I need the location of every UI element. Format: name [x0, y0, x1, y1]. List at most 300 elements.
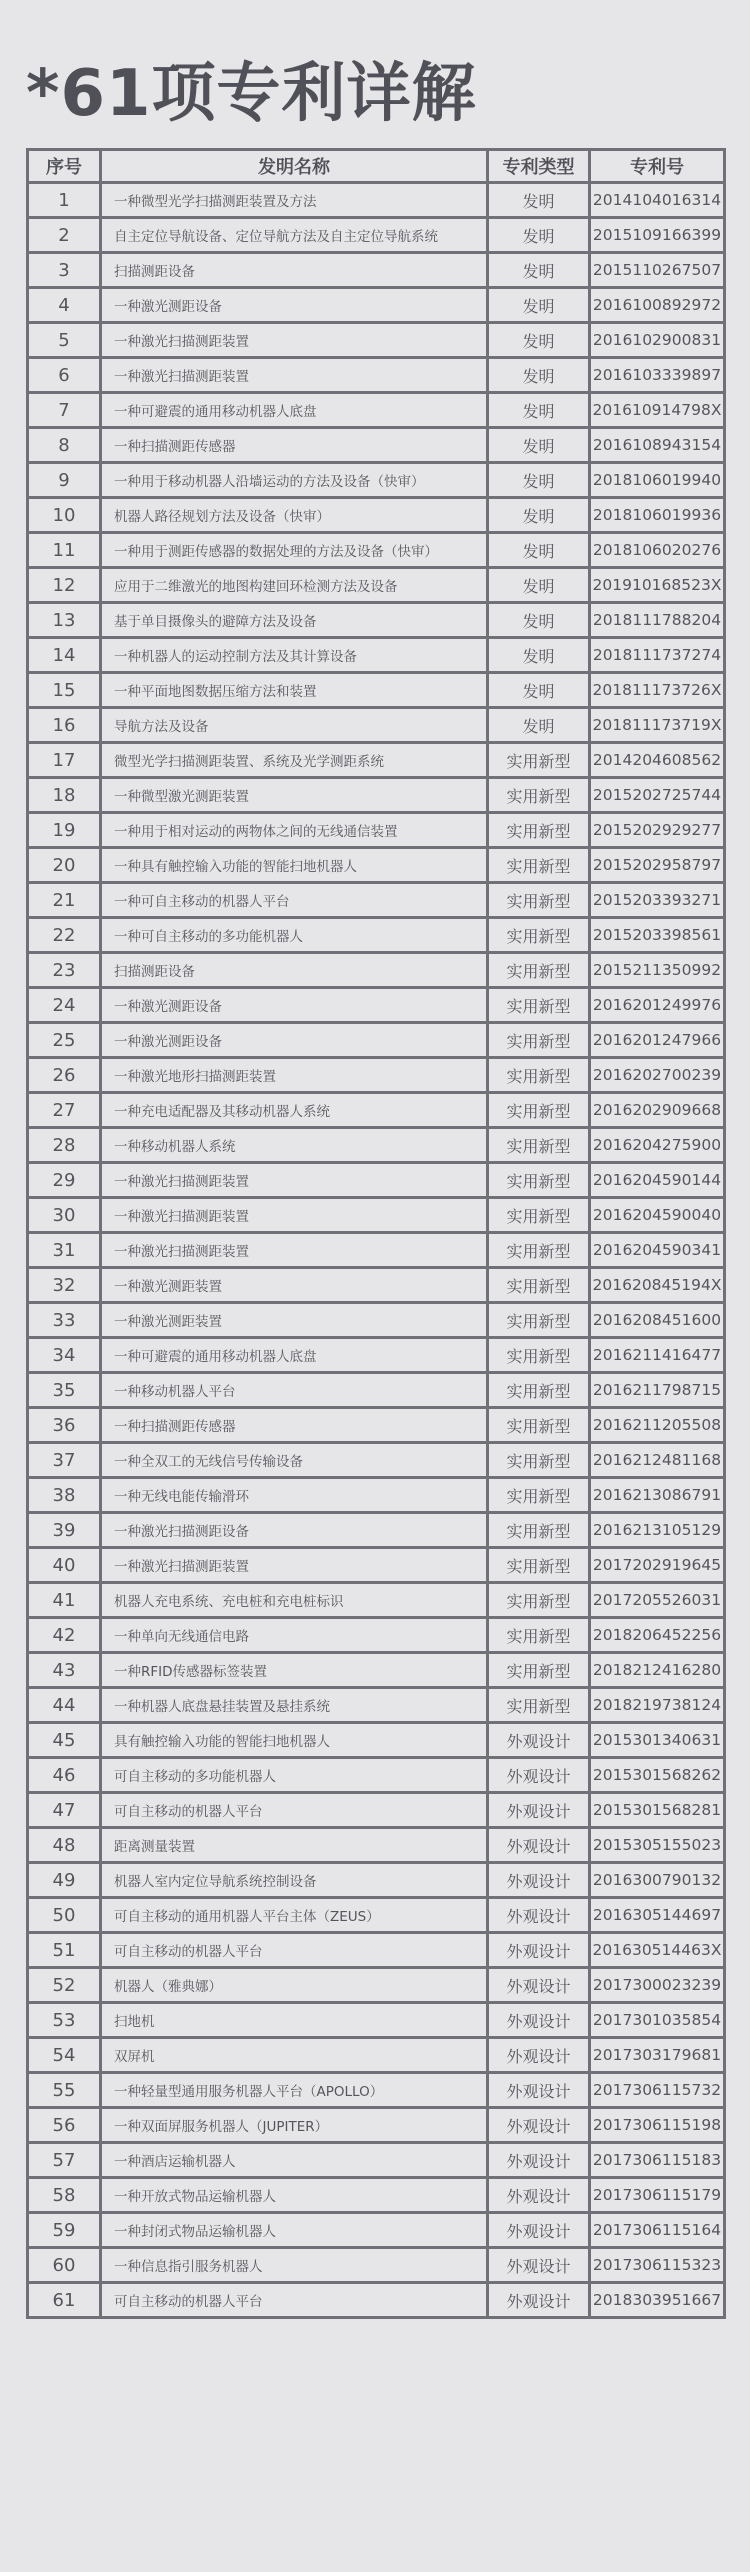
row-patent-name: 一种信息指引服务机器人	[101, 2248, 488, 2283]
row-index: 38	[28, 1478, 101, 1513]
row-patent-number: 2016103339897	[590, 358, 725, 393]
row-patent-type: 发明	[488, 393, 590, 428]
row-index: 55	[28, 2073, 101, 2108]
row-patent-name: 一种激光扫描测距装置	[101, 1233, 488, 1268]
table-row	[28, 428, 725, 463]
table-row	[28, 1583, 725, 1618]
row-index: 36	[28, 1408, 101, 1443]
table-row	[28, 1758, 725, 1793]
row-patent-type: 实用新型	[488, 1198, 590, 1233]
row-patent-type: 实用新型	[488, 1548, 590, 1583]
row-index: 11	[28, 533, 101, 568]
table-row	[28, 498, 725, 533]
row-index: 33	[28, 1303, 101, 1338]
table-row	[28, 2108, 725, 2143]
row-patent-number: 2015203398561	[590, 918, 725, 953]
row-index: 9	[28, 463, 101, 498]
row-patent-number: 2015301340631	[590, 1723, 725, 1758]
row-patent-name: 一种微型激光测距装置	[101, 778, 488, 813]
row-patent-number: 2016204275900	[590, 1128, 725, 1163]
row-patent-name: 一种可避震的通用移动机器人底盘	[101, 1338, 488, 1373]
row-patent-name: 一种移动机器人系统	[101, 1128, 488, 1163]
row-index: 42	[28, 1618, 101, 1653]
row-patent-type: 外观设计	[488, 2178, 590, 2213]
row-index: 44	[28, 1688, 101, 1723]
table-row	[28, 1408, 725, 1443]
row-index: 14	[28, 638, 101, 673]
row-index: 6	[28, 358, 101, 393]
table-row	[28, 708, 725, 743]
row-patent-type: 外观设计	[488, 2213, 590, 2248]
row-patent-name: 一种轻量型通用服务机器人平台（APOLLO）	[101, 2073, 488, 2108]
table-row	[28, 2178, 725, 2213]
page-title: *61项专利详解	[26, 57, 477, 131]
row-patent-type: 实用新型	[488, 1093, 590, 1128]
table-row	[28, 1653, 725, 1688]
row-patent-name: 机器人（雅典娜）	[101, 1968, 488, 2003]
row-patent-number: 2016300790132	[590, 1863, 725, 1898]
table-row	[28, 533, 725, 568]
row-patent-type: 实用新型	[488, 883, 590, 918]
row-patent-number: 2017202919645	[590, 1548, 725, 1583]
row-patent-name: 导航方法及设备	[101, 708, 488, 743]
row-index: 3	[28, 253, 101, 288]
row-index: 7	[28, 393, 101, 428]
row-patent-name: 扫描测距设备	[101, 253, 488, 288]
row-patent-number: 2016102900831	[590, 323, 725, 358]
row-index: 53	[28, 2003, 101, 2038]
row-patent-number: 2018111788204	[590, 603, 725, 638]
row-patent-name: 一种双面屏服务机器人（JUPITER）	[101, 2108, 488, 2143]
row-patent-name: 一种封闭式物品运输机器人	[101, 2213, 488, 2248]
table-row	[28, 673, 725, 708]
row-index: 13	[28, 603, 101, 638]
row-patent-number: 2016204590341	[590, 1233, 725, 1268]
row-patent-name: 一种单向无线通信电路	[101, 1618, 488, 1653]
row-patent-number: 2015202725744	[590, 778, 725, 813]
row-patent-type: 发明	[488, 638, 590, 673]
table-row	[28, 253, 725, 288]
table-row	[28, 1828, 725, 1863]
row-patent-number: 2017306115323	[590, 2248, 725, 2283]
row-patent-number: 2016211416477	[590, 1338, 725, 1373]
row-index: 25	[28, 1023, 101, 1058]
row-patent-name: 一种激光测距设备	[101, 1023, 488, 1058]
row-patent-number: 2015305155023	[590, 1828, 725, 1863]
row-index: 50	[28, 1898, 101, 1933]
table-row	[28, 1093, 725, 1128]
row-index: 35	[28, 1373, 101, 1408]
row-patent-type: 外观设计	[488, 2003, 590, 2038]
table-row	[28, 1058, 725, 1093]
row-patent-number: 2016211798715	[590, 1373, 725, 1408]
row-patent-number: 2016201247966	[590, 1023, 725, 1058]
row-patent-type: 发明	[488, 183, 590, 218]
row-patent-number: 2017306115183	[590, 2143, 725, 2178]
row-patent-type: 实用新型	[488, 778, 590, 813]
header-name: 发明名称	[101, 150, 488, 183]
row-patent-name: 一种全双工的无线信号传输设备	[101, 1443, 488, 1478]
table-row	[28, 1688, 725, 1723]
row-index: 58	[28, 2178, 101, 2213]
table-row	[28, 603, 725, 638]
row-patent-number: 2018212416280	[590, 1653, 725, 1688]
row-patent-type: 实用新型	[488, 1373, 590, 1408]
row-patent-number: 2018206452256	[590, 1618, 725, 1653]
row-patent-number: 2016204590040	[590, 1198, 725, 1233]
row-patent-type: 发明	[488, 498, 590, 533]
row-patent-type: 外观设计	[488, 1968, 590, 2003]
row-patent-number: 2018106019940	[590, 463, 725, 498]
row-patent-name: 扫描测距设备	[101, 953, 488, 988]
table-row	[28, 1128, 725, 1163]
row-index: 28	[28, 1128, 101, 1163]
table-row	[28, 2248, 725, 2283]
row-index: 51	[28, 1933, 101, 1968]
table-header-row	[28, 150, 725, 183]
row-patent-type: 外观设计	[488, 2073, 590, 2108]
row-patent-type: 实用新型	[488, 743, 590, 778]
row-patent-name: 距离测量装置	[101, 1828, 488, 1863]
row-patent-number: 2018106020276	[590, 533, 725, 568]
row-patent-name: 一种充电适配器及其移动机器人系统	[101, 1093, 488, 1128]
row-patent-number: 2015202929277	[590, 813, 725, 848]
row-index: 57	[28, 2143, 101, 2178]
row-patent-type: 发明	[488, 533, 590, 568]
row-patent-number: 2016204590144	[590, 1163, 725, 1198]
row-patent-number: 2015203393271	[590, 883, 725, 918]
row-index: 26	[28, 1058, 101, 1093]
row-patent-type: 实用新型	[488, 1058, 590, 1093]
table-row	[28, 568, 725, 603]
table-row	[28, 1968, 725, 2003]
patent-table	[26, 148, 726, 2319]
table-row	[28, 988, 725, 1023]
row-patent-number: 2017300023239	[590, 1968, 725, 2003]
table-row	[28, 1303, 725, 1338]
row-patent-type: 外观设计	[488, 2143, 590, 2178]
row-patent-name: 机器人路径规划方法及设备（快审）	[101, 498, 488, 533]
row-patent-type: 实用新型	[488, 813, 590, 848]
row-index: 30	[28, 1198, 101, 1233]
row-patent-type: 外观设计	[488, 2283, 590, 2318]
table-row	[28, 1793, 725, 1828]
table-row	[28, 1373, 725, 1408]
row-patent-name: 一种微型光学扫描测距装置及方法	[101, 183, 488, 218]
row-patent-type: 实用新型	[488, 1233, 590, 1268]
row-patent-type: 外观设计	[488, 1828, 590, 1863]
row-patent-number: 201811173726X	[590, 673, 725, 708]
row-patent-name: 一种激光扫描测距装置	[101, 1198, 488, 1233]
row-patent-type: 外观设计	[488, 2248, 590, 2283]
row-patent-type: 发明	[488, 568, 590, 603]
row-index: 20	[28, 848, 101, 883]
table-row	[28, 743, 725, 778]
row-patent-number: 2017306115179	[590, 2178, 725, 2213]
table-row	[28, 883, 725, 918]
row-patent-type: 实用新型	[488, 1653, 590, 1688]
row-patent-type: 实用新型	[488, 918, 590, 953]
table-row	[28, 2003, 725, 2038]
row-patent-type: 实用新型	[488, 1443, 590, 1478]
row-patent-type: 实用新型	[488, 1408, 590, 1443]
table-row	[28, 1513, 725, 1548]
table-row	[28, 1023, 725, 1058]
row-patent-name: 可自主移动的多功能机器人	[101, 1758, 488, 1793]
row-patent-name: 一种无线电能传输滑环	[101, 1478, 488, 1513]
row-patent-number: 2016305144697	[590, 1898, 725, 1933]
row-index: 49	[28, 1863, 101, 1898]
row-patent-number: 2015110267507	[590, 253, 725, 288]
row-patent-type: 发明	[488, 218, 590, 253]
table-row	[28, 2283, 725, 2318]
row-patent-number: 2017306115198	[590, 2108, 725, 2143]
row-patent-type: 外观设计	[488, 2038, 590, 2073]
row-index: 21	[28, 883, 101, 918]
row-patent-name: 一种激光扫描测距装置	[101, 323, 488, 358]
row-patent-type: 实用新型	[488, 1338, 590, 1373]
row-patent-type: 发明	[488, 708, 590, 743]
row-index: 27	[28, 1093, 101, 1128]
row-patent-name: 一种移动机器人平台	[101, 1373, 488, 1408]
row-patent-name: 一种机器人的运动控制方法及其计算设备	[101, 638, 488, 673]
header-type: 专利类型	[488, 150, 590, 183]
row-patent-type: 外观设计	[488, 1793, 590, 1828]
row-patent-type: 外观设计	[488, 1933, 590, 1968]
row-index: 40	[28, 1548, 101, 1583]
row-patent-type: 实用新型	[488, 1023, 590, 1058]
row-patent-type: 发明	[488, 253, 590, 288]
row-patent-number: 2018106019936	[590, 498, 725, 533]
table-row	[28, 2143, 725, 2178]
table-row	[28, 2038, 725, 2073]
table-row	[28, 1863, 725, 1898]
row-patent-name: 可自主移动的机器人平台	[101, 1933, 488, 1968]
row-patent-number: 2016211205508	[590, 1408, 725, 1443]
row-index: 29	[28, 1163, 101, 1198]
table-row	[28, 323, 725, 358]
table-row	[28, 1443, 725, 1478]
row-patent-name: 一种酒店运输机器人	[101, 2143, 488, 2178]
row-patent-name: 自主定位导航设备、定位导航方法及自主定位导航系统	[101, 218, 488, 253]
row-index: 23	[28, 953, 101, 988]
row-patent-name: 一种激光扫描测距装置	[101, 1163, 488, 1198]
row-index: 15	[28, 673, 101, 708]
row-index: 2	[28, 218, 101, 253]
table-row	[28, 393, 725, 428]
row-patent-name: 一种平面地图数据压缩方法和装置	[101, 673, 488, 708]
row-patent-number: 2015211350992	[590, 953, 725, 988]
row-patent-type: 发明	[488, 288, 590, 323]
row-patent-name: 一种可避震的通用移动机器人底盘	[101, 393, 488, 428]
row-patent-number: 201811173719X	[590, 708, 725, 743]
table-row	[28, 2213, 725, 2248]
row-patent-name: 一种机器人底盘悬挂装置及悬挂系统	[101, 1688, 488, 1723]
row-patent-name: 一种用于移动机器人沿墙运动的方法及设备（快审）	[101, 463, 488, 498]
row-patent-type: 实用新型	[488, 1163, 590, 1198]
row-patent-name: 基于单目摄像头的避障方法及设备	[101, 603, 488, 638]
row-index: 48	[28, 1828, 101, 1863]
table-row	[28, 813, 725, 848]
row-patent-name: 机器人室内定位导航系统控制设备	[101, 1863, 488, 1898]
row-patent-type: 发明	[488, 463, 590, 498]
table-row	[28, 1898, 725, 1933]
row-patent-name: 一种激光测距设备	[101, 988, 488, 1023]
row-patent-name: 可自主移动的通用机器人平台主体（ZEUS）	[101, 1898, 488, 1933]
table-row	[28, 1268, 725, 1303]
row-index: 59	[28, 2213, 101, 2248]
table-row	[28, 1163, 725, 1198]
table-row	[28, 1478, 725, 1513]
row-patent-type: 实用新型	[488, 1128, 590, 1163]
table-row	[28, 953, 725, 988]
row-patent-number: 2016213105129	[590, 1513, 725, 1548]
table-row	[28, 218, 725, 253]
row-patent-number: 2014104016314	[590, 183, 725, 218]
row-patent-number: 2017303179681	[590, 2038, 725, 2073]
row-index: 54	[28, 2038, 101, 2073]
table-row	[28, 1933, 725, 1968]
row-patent-number: 2017306115732	[590, 2073, 725, 2108]
row-patent-number: 2016201249976	[590, 988, 725, 1023]
row-index: 31	[28, 1233, 101, 1268]
row-patent-number: 2016212481168	[590, 1443, 725, 1478]
row-index: 8	[28, 428, 101, 463]
row-index: 34	[28, 1338, 101, 1373]
row-patent-number: 201910168523X	[590, 568, 725, 603]
row-patent-number: 2018111737274	[590, 638, 725, 673]
row-patent-name: 一种激光测距装置	[101, 1303, 488, 1338]
row-patent-name: 双屏机	[101, 2038, 488, 2073]
row-patent-name: 一种用于相对运动的两物体之间的无线通信装置	[101, 813, 488, 848]
table-row	[28, 1723, 725, 1758]
row-index: 52	[28, 1968, 101, 2003]
row-patent-number: 2015202958797	[590, 848, 725, 883]
row-patent-name: 一种扫描测距传感器	[101, 428, 488, 463]
header-number: 专利号	[590, 150, 725, 183]
row-patent-number: 2014204608562	[590, 743, 725, 778]
row-patent-name: 一种用于测距传感器的数据处理的方法及设备（快审）	[101, 533, 488, 568]
row-index: 37	[28, 1443, 101, 1478]
row-patent-name: 一种RFID传感器标签装置	[101, 1653, 488, 1688]
row-patent-number: 2015301568262	[590, 1758, 725, 1793]
row-index: 41	[28, 1583, 101, 1618]
row-patent-type: 实用新型	[488, 848, 590, 883]
row-patent-type: 实用新型	[488, 1583, 590, 1618]
table-row	[28, 1338, 725, 1373]
row-patent-number: 2017306115164	[590, 2213, 725, 2248]
row-patent-type: 外观设计	[488, 1758, 590, 1793]
row-patent-number: 2016108943154	[590, 428, 725, 463]
row-index: 18	[28, 778, 101, 813]
row-patent-type: 发明	[488, 428, 590, 463]
row-patent-type: 实用新型	[488, 1303, 590, 1338]
row-patent-name: 一种可自主移动的机器人平台	[101, 883, 488, 918]
row-patent-number: 201620845194X	[590, 1268, 725, 1303]
row-patent-name: 一种激光地形扫描测距装置	[101, 1058, 488, 1093]
row-patent-name: 一种可自主移动的多功能机器人	[101, 918, 488, 953]
table-row	[28, 1548, 725, 1583]
row-index: 4	[28, 288, 101, 323]
row-patent-number: 2017301035854	[590, 2003, 725, 2038]
row-index: 24	[28, 988, 101, 1023]
row-patent-type: 实用新型	[488, 1688, 590, 1723]
table-row	[28, 918, 725, 953]
row-patent-number: 201630514463X	[590, 1933, 725, 1968]
row-patent-number: 2018219738124	[590, 1688, 725, 1723]
row-patent-number: 2016100892972	[590, 288, 725, 323]
row-index: 32	[28, 1268, 101, 1303]
table-row	[28, 778, 725, 813]
table-row	[28, 1233, 725, 1268]
row-patent-type: 外观设计	[488, 1898, 590, 1933]
row-patent-number: 2015301568281	[590, 1793, 725, 1828]
row-patent-type: 外观设计	[488, 1723, 590, 1758]
row-patent-name: 一种激光扫描测距装置	[101, 358, 488, 393]
table-row	[28, 358, 725, 393]
row-index: 60	[28, 2248, 101, 2283]
row-patent-number: 2017205526031	[590, 1583, 725, 1618]
row-index: 61	[28, 2283, 101, 2318]
row-index: 22	[28, 918, 101, 953]
row-patent-type: 外观设计	[488, 2108, 590, 2143]
row-patent-name: 扫地机	[101, 2003, 488, 2038]
row-index: 10	[28, 498, 101, 533]
row-patent-number: 2018303951667	[590, 2283, 725, 2318]
row-index: 5	[28, 323, 101, 358]
row-patent-number: 2016213086791	[590, 1478, 725, 1513]
row-patent-number: 201610914798X	[590, 393, 725, 428]
table-row	[28, 1198, 725, 1233]
row-index: 46	[28, 1758, 101, 1793]
table-row	[28, 1618, 725, 1653]
row-patent-name: 可自主移动的机器人平台	[101, 1793, 488, 1828]
row-patent-name: 一种开放式物品运输机器人	[101, 2178, 488, 2213]
row-patent-name: 应用于二维激光的地图构建回环检测方法及设备	[101, 568, 488, 603]
row-index: 17	[28, 743, 101, 778]
row-patent-number: 2016202909668	[590, 1093, 725, 1128]
row-patent-name: 一种激光测距设备	[101, 288, 488, 323]
row-index: 19	[28, 813, 101, 848]
row-patent-name: 一种激光扫描测距设备	[101, 1513, 488, 1548]
row-patent-number: 2015109166399	[590, 218, 725, 253]
row-patent-type: 发明	[488, 673, 590, 708]
header-index: 序号	[28, 150, 101, 183]
row-patent-type: 发明	[488, 603, 590, 638]
row-index: 39	[28, 1513, 101, 1548]
row-index: 43	[28, 1653, 101, 1688]
row-patent-name: 具有触控输入功能的智能扫地机器人	[101, 1723, 488, 1758]
table-row	[28, 2073, 725, 2108]
row-patent-number: 2016202700239	[590, 1058, 725, 1093]
table-row	[28, 638, 725, 673]
row-index: 16	[28, 708, 101, 743]
row-patent-name: 一种具有触控输入功能的智能扫地机器人	[101, 848, 488, 883]
row-index: 1	[28, 183, 101, 218]
table-row	[28, 463, 725, 498]
row-patent-type: 实用新型	[488, 1478, 590, 1513]
row-patent-type: 实用新型	[488, 988, 590, 1023]
table-row	[28, 288, 725, 323]
row-patent-name: 一种扫描测距传感器	[101, 1408, 488, 1443]
row-patent-type: 实用新型	[488, 1268, 590, 1303]
row-index: 12	[28, 568, 101, 603]
row-patent-type: 发明	[488, 323, 590, 358]
row-patent-name: 微型光学扫描测距装置、系统及光学测距系统	[101, 743, 488, 778]
row-patent-type: 实用新型	[488, 953, 590, 988]
row-patent-name: 一种激光扫描测距装置	[101, 1548, 488, 1583]
row-index: 56	[28, 2108, 101, 2143]
